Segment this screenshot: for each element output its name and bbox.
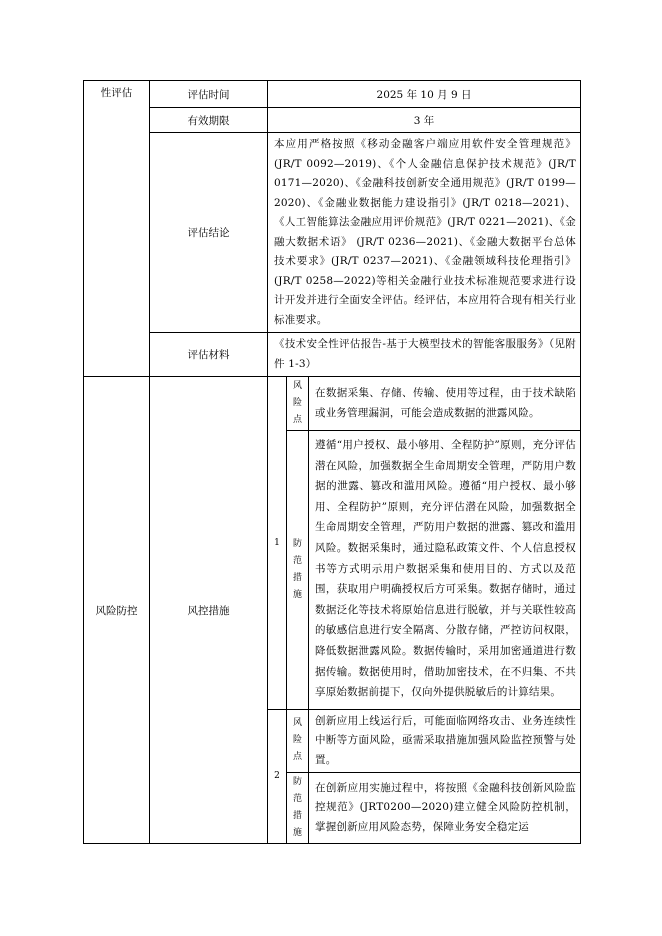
label-conclusion: 评估结论: [150, 133, 268, 333]
risk-point-text: 在数据采集、存储、传输、使用等过程，由于技术缺陷或业务管理漏洞，可能会造成数据的泄露风险。: [309, 377, 581, 431]
risk-point-label: [287, 377, 309, 431]
assessment-table: [83, 80, 581, 844]
label-char: 风: [292, 381, 302, 391]
label-char: 点: [292, 752, 302, 763]
row-materials: [84, 333, 581, 377]
category-risk: 风险防控: [84, 377, 150, 844]
label-materials: 评估材料: [150, 333, 268, 377]
row-eval-time: [84, 81, 581, 108]
label-char: 险: [292, 398, 302, 408]
risk-point-text: 创新应用上线运行后，可能面临网络攻击、业务连续性中断等方面风险，亟需采取措施加强风险监控预警与处置。: [309, 709, 581, 773]
row-conclusion: [84, 133, 581, 333]
risk-item-number: 1: [268, 377, 287, 710]
value-conclusion: 本应用严格按照《移动金融客户端应用软件安全管理规范》(JR/T 0092—2019)、《个人金融信息保护技术规范》(JR/T 0171—2020)、《金融科技创新安全通用规范》(JR/T 0199—2020)、《金融业数据能力建设指引》(JR/T 0218—2021)、《人工智能算法金融应用评价规范》(JR/T 0221—2021)、《金融大数据术语》 (JR/T 0236—2021)、《金融大数据平台总体技术要求》(JR/T 0237—2021)、《金融领域科技伦理指引》(JR/T 0258—2022)等相关金融行业技术标准规范要求进行设计开发并进行全面安全评估。经评估，本应用符合现有相关行业标准要求。: [268, 133, 581, 333]
label-eval-time: 评估时间: [150, 81, 268, 108]
label-char: 措: [292, 811, 302, 822]
label-char: 措: [292, 572, 302, 583]
value-validity: 3 年: [268, 108, 581, 133]
label-char: 施: [292, 589, 302, 600]
label-char: 防: [292, 538, 302, 549]
label-char: 范: [292, 555, 302, 566]
label-char: 范: [292, 794, 302, 805]
risk-point-label: [287, 709, 309, 773]
label-char: 点: [292, 415, 302, 425]
measure-label: [287, 773, 309, 844]
label-measures: 风控措施: [150, 377, 268, 844]
label-char: 风: [292, 718, 302, 729]
value-eval-time: 2025 年 10 月 9 日: [268, 81, 581, 108]
row-validity: [84, 108, 581, 133]
measure-text: 遵循“用户授权、最小够用、全程防护”原则，充分评估潜在风险，加强数据全生命周期安全管理，严防用户数据的泄露、篡改和滥用风险。遵循“用户授权、最小够用、全程防护”原则，充分评估潜在风险，加强数据全生命周期安全管理，严防用户数据的泄露、篡改和滥用风险。数据采集时，通过隐私政策文件、个人信息授权书等方式明示用户数据采集和使用目的、方式以及范围，获取用户明确授权后方可采集。数据存储时，通过数据泛化等技术将原始信息进行脱敏，并与关联性较高的敏感信息进行安全隔离、分散存储，严控访问权限，降低数据泄露风险。数据传输时，采用加密通道进行数据传输。数据使用时，借助加密技术，在不归集、不共享原始数据前提下，仅向外提供脱敏后的计算结果。: [309, 431, 581, 710]
measure-text: 在创新应用实施过程中，将按照《金融科技创新风险监控规范》(JRT0200—2020)建立健全风险防控机制，掌握创新应用风险态势，保障业务安全稳定运: [309, 773, 581, 844]
category-eval: 性评估: [84, 81, 150, 377]
row-risk-1-point: [84, 377, 581, 431]
measure-label: [287, 431, 309, 710]
label-char: 施: [292, 828, 302, 839]
risk-item-number: 2: [268, 709, 287, 844]
label-char: 防: [292, 777, 302, 788]
label-char: 险: [292, 735, 302, 746]
value-materials: 《技术安全性评估报告-基于大模型技术的智能客服服务》（见附件 1-3）: [268, 333, 581, 377]
label-validity: 有效期限: [150, 108, 268, 133]
